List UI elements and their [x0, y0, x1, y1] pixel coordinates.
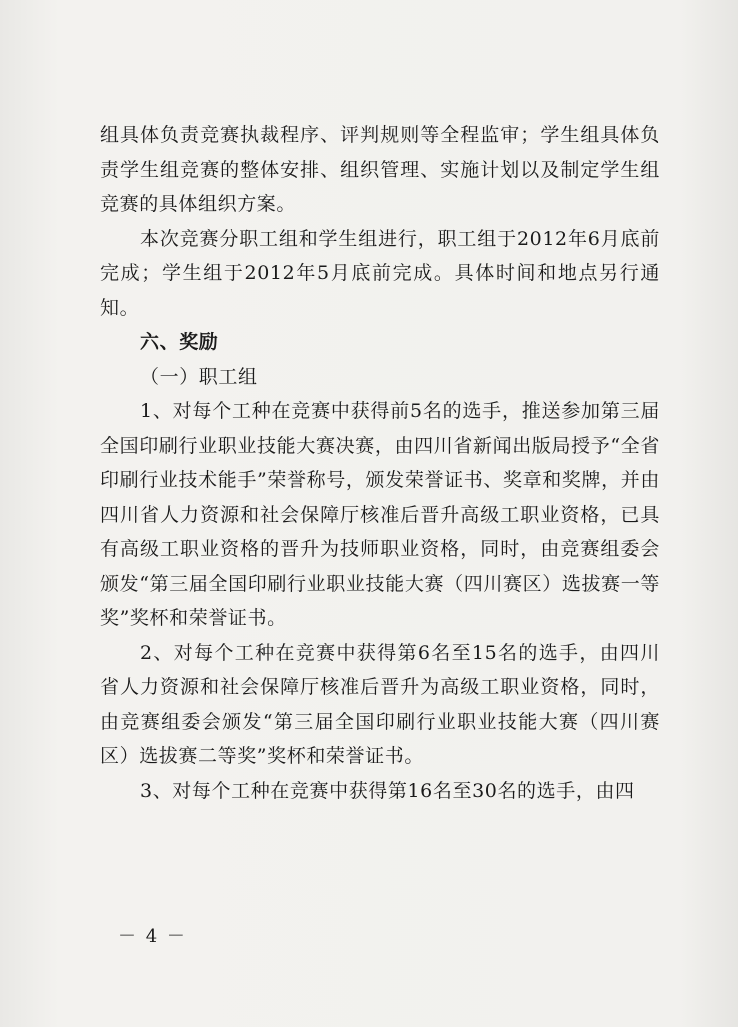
paragraph-schedule: 本次竞赛分职工组和学生组进行，职工组于2012年6月底前完成；学生组于2012年5月底前完成。具体时间和地点另行通知。	[100, 227, 660, 319]
paragraph-referee-duties: 组具体负责竞赛执裁程序、评判规则等全程监审；学生组具体负责学生组竞赛的整体安排、组织管理、实施计划以及制定学生组竞赛的具体组织方案。	[100, 124, 660, 215]
document-body	[100, 118, 660, 808]
page-number: － 4 －	[118, 926, 187, 947]
subsection-heading-staff-group: （一）职工组	[140, 365, 258, 388]
paragraph-award-16-30: 3、对每个工种在竞赛中获得第16名至30名的选手，由四	[140, 779, 635, 802]
paragraph-award-top-5: 1、对每个工种在竞赛中获得前5名的选手，推送参加第三届全国印刷行业职业技能大赛决赛，由四川省新闻出版局授予“全省印刷行业技术能手”荣誉称号，颁发荣誉证书、奖章和奖牌，并由四川省人力资源和社会保障厅核准后晋升高级工职业资格，已具有高级工职业资格的晋升为技师职业资格，同时，由竞赛组委会颁发“第三届全国印刷行业职业技能大赛（四川赛区）选拔赛一等奖”奖杯和荣誉证书。	[100, 400, 660, 629]
paragraph-award-6-15: 2、对每个工种在竞赛中获得第6名至15名的选手，由四川省人力资源和社会保障厅核准后晋升为高级工职业资格，同时，由竞赛组委会颁发“第三届全国印刷行业职业技能大赛（四川赛区）选拔赛二等奖”奖杯和荣誉证书。	[100, 641, 660, 767]
section-heading-awards: 六、奖励	[140, 331, 219, 353]
